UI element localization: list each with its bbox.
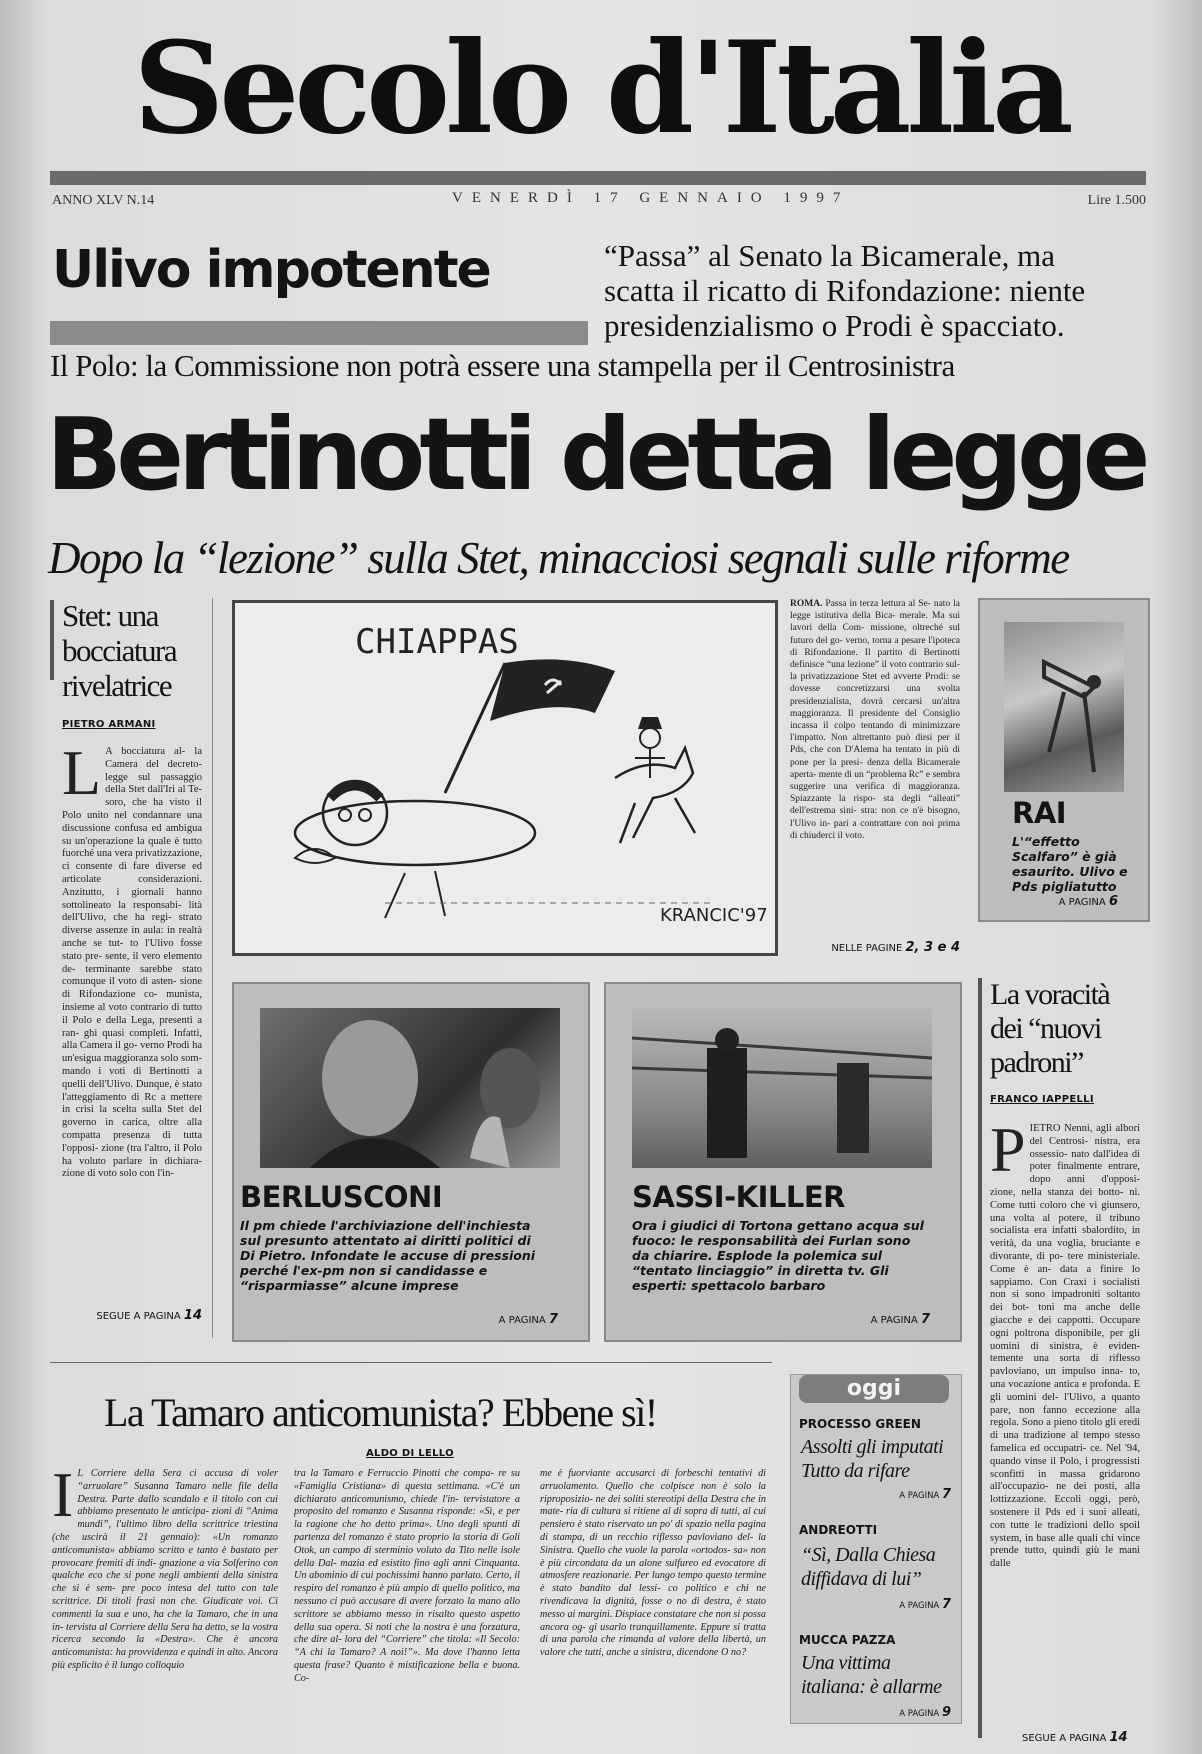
statue-illustration	[1004, 622, 1124, 792]
rai-box	[978, 598, 1150, 922]
masthead-title: Secolo d'Italia	[133, 14, 1069, 162]
tamaro-col2: tra la Tamaro e Ferruccio Pinotti che compa- re su «Famiglia Cristiana» di questa settimana. «C'è un dichiarato anticomunismo, chiede l'in- tervistatore a proposito del romanzo e Susanna risponde: «Sì, e per la ragione che ho detto prima». Uno degli spunti di partenza del romanzo è stato proprio la storia di Goli Otok, un campo di sterminio voluto da Tito nelle isole della Dal- mazia ed esistito fino agli anni Cinquanta. Un abominio di cui pochissimi hanno parlato. Certo, il respiro del romanzo è più ampio di quello politico, ma nessuno ci può accusare di avere forzato la mano allo scrittore se abbiamo messo in risalto questo aspetto della sua opera. Si noti che la nostra è una forzatura, che dire al- lora del “Corriere” che titola: «Il Secolo: “A chi la Tamaro? A noi!”». Ma dove l'hanno letta questa frase? Quanto è mistificazione bella e buona. Co-	[294, 1468, 520, 1684]
main-article-body: ROMA. Passa in terza lettura al Se- nato la legge istitutiva della Bica- merale. Ma sui lavori della Com- missione, oltreché sul futuro del go- verno, torna a pesare l'ipoteca di Rifondazione. Il partito di Bertinotti definisce “una lezione” il voto contrario sul- la privatizzazione Stet ed avverte Prodi: se dovesse concretizzarsi una svolta presidenzialista, dovrà cercarsi un'altra maggioranza. Il presidente del Consiglio incassa il colpo tentando di minimizzare l'impatto. Non altrettanto può dirsi per il Pds, che con D'Alema ha tentato in più di pone per la presi- denza della Bicamerale aperta- mente di un “problema Rc” e sembra suggerire una verifica di maggioranza. Spiazzante la rispo- sta degli “alleati” dell'estrema sini- stra: non ce n'è bisogno, l'Ulivo in- pari a contrattare con noi prima di chiuderci il voto.	[790, 599, 960, 841]
oggi-item-kicker: PROCESSO GREEN	[799, 1417, 921, 1431]
editorial-right-author: FRANCO IAPPELLI	[990, 1094, 1094, 1105]
sassi-page: A PAGINA 7	[870, 1312, 930, 1327]
oggi-item-title: Una vittima italiana: è allarme	[801, 1652, 942, 1698]
photo-figures	[632, 1008, 932, 1168]
oggi-item-page: A PAGINA 7	[899, 1597, 951, 1612]
sassi-photo	[632, 1008, 932, 1168]
rai-text: L'“effetto Scalfaro” è già esaurito. Ulivo e Pds pigliatutto	[1012, 834, 1128, 894]
editorial-right-title: La voracità dei “nuovi padroni”	[990, 978, 1110, 1079]
dropcap: P	[990, 1123, 1026, 1185]
sassi-killer-box	[604, 982, 962, 1342]
oggi-item-title: Assolti gli imputati Tutto da rifare	[801, 1436, 944, 1482]
cartoon-signature: KRANCIC'97	[660, 905, 768, 926]
berlusconi-box	[232, 982, 590, 1342]
rai-head: RAI	[1012, 796, 1067, 830]
main-subhead: Dopo la “lezione” sulla Stet, minacciosi segnali sulle riforme	[48, 533, 1069, 583]
editorial-left	[62, 598, 202, 1323]
dateline-bar	[52, 190, 1146, 210]
overline: Il Polo: la Commissione non potrà essere una stampella per il Centrosinistra	[50, 348, 955, 383]
editorial-left-continued: SEGUE A PAGINA 14	[96, 1308, 202, 1323]
top-deck: “Passa” al Senato la Bicamerale, ma scatta il ricatto di Rifondazione: niente presidenzialismo o Prodi è spacciato.	[604, 238, 1086, 343]
berlusconi-page: A PAGINA 7	[498, 1312, 558, 1327]
tamaro-col3: me è fuorviante accusarci di forbeschi tentativi di arruolamento. Quello che colpisce non è solo la riproposizio- ne dei soliti stereotipi della Destra che in mate- ria di cultura si ritiene al di sopra di tutti, al cui pensiero è stato riservato un po' di spazio nella pagina di stampa, di un recchio riflesso pavloviano del- la Sinistra. Quello che vuole la parola «ortodos- sa» non è più circondata da un alone sulfureo ed evocatore di atmosfere reazionarie. Per lungo tempo questo termine è stato bandito dal lessi- co politico e chi ne rivendicava la dignità, fosse o no di destra, è stato messo ai margini. Dispiace constatare che non si possa ancora og- gi usarlo tranquillamente. Eppure si tratta di una parola che rimanda al valore della libertà, un valore che tutti, anche a sinistra, dicendone O no?	[540, 1468, 766, 1659]
tamaro-author: ALDO DI LELLO	[366, 1448, 454, 1459]
photo-figures	[260, 1008, 560, 1168]
masthead-band	[50, 171, 1146, 185]
tamaro-headline: La Tamaro anticomunista? Ebbene sì!	[104, 1390, 657, 1435]
editorial-right-marker	[978, 978, 982, 1738]
issue-number: ANNO XLV N.14	[52, 193, 155, 208]
editorial-left-title: Stet: una bocciatura rivelatrice	[62, 598, 177, 703]
oggi-item-kicker: MUCCA PAZZA	[799, 1633, 896, 1647]
editorial-right	[990, 978, 1140, 1663]
berlusconi-text: Il pm chiede l'archiviazione dell'inchiesta sul presunto attentato ai diritti politici di Di Pietro. Infondate le accuse di pressioni perché l'ex-pm non si candidasse e “risparmiasse” alcune imprese	[240, 1218, 536, 1293]
berlusconi-head: BERLUSCONI	[240, 1180, 443, 1214]
oggi-item-title: “Sì, Dalla Chiesa diffidava di lui”	[801, 1544, 936, 1590]
editorial-left-author: PIETRO ARMANI	[62, 719, 156, 730]
sassi-text: Ora i giudici di Tortona gettano acqua sul fuoco: le responsabilità dei Furlan sono da chiarire. Esplode la polemica sul “tentato linciaggio” in diretta tv. Gli esperti: spettacolo barbaro	[632, 1218, 924, 1293]
editorial-marker	[50, 600, 54, 680]
dropcap: L	[62, 746, 102, 808]
oggi-box	[790, 1374, 962, 1724]
editorial-right-body: PIETRO Nenni, agli albori del Centrosi- nistra, era ossessio- nato dall'idea di poter finalmente entrare, dopo anni d'opposi- zione, nella stanza dei botto- ni. Come tutti coloro che vi giunsero, una volta al potere, il tribuno socialista era infatti sbalordito, in verità, da una voglia, bruciante e divorante, di po- tere ministeriale. Come è an- data a finire lo sappiamo. Con Craxi i socialisti non si sono impadroniti soltanto dei bot- toni ma anche delle giacche e dei cappotti. Occupare ogni poltrona disponibile, per gli uomini di sinistra, è eviden- temente una sorta di riflesso pavloviano, un impulso inna- to, una vocazione antica e profonda. E gli uomini del- l'Ulivo, a quanto pare, non fanno eccezione alla regola. Sono a pieno titolo gli eredi di una tradizione al tempo stesso famelica ed occupatri- ce. Nel '94, quando vinse il Polo, i progressisti sconfitti in massa gridarono all'occupazio- ne dei posti, alla lottizzazione. Eccoli oggi, però, sostenere il Pds ed i suoi alleati, con tutte le tradizioni dello spoil system, in base alle quali chi vince prende tutto, quindi giù le mani dalle	[990, 1123, 1140, 1570]
oggi-label: oggi	[799, 1375, 949, 1403]
oggi-item-page: A PAGINA 9	[899, 1705, 951, 1720]
issue-price: Lire 1.500	[1087, 193, 1146, 208]
rai-photo	[1004, 622, 1124, 792]
footer-continued: SEGUE A PAGINA 14	[1022, 1730, 1128, 1745]
sassi-head: SASSI-KILLER	[632, 1180, 845, 1214]
main-article	[790, 598, 960, 955]
cartoon-caption: CHIAPPAS	[355, 622, 519, 662]
issue-date: VENERDÌ 17 GENNAIO 1997	[452, 190, 850, 206]
main-headline: Bertinotti detta legge	[46, 396, 1145, 513]
section-rule	[50, 1362, 772, 1363]
main-article-pages: NELLE PAGINE 2, 3 e 4	[831, 940, 960, 955]
berlusconi-photo	[260, 1008, 560, 1168]
cartoon-drawing	[235, 603, 775, 953]
cartoon	[232, 600, 778, 956]
oggi-item-page: A PAGINA 7	[899, 1487, 951, 1502]
kicker-rule	[50, 321, 588, 345]
editorial-left-body: L A bocciatura al- la Camera del decreto-legge sul passaggio della Stet dall'Iri al Te- soro, che ha visto il Polo unito nel condannare una discussione confusa ed ambigua su un'operazione la quale è tutto fuorché una vera privatizzazione, ci consente di fare diverse ed articolate considerazioni. Anzitutto, i giornali hanno sottolineato la responsabi- lità dell'Ulivo, che ha regi- strato diverse assenze in aula: in realtà anche se tut- to l'Ulivo fosse stato pre- sente, il vero elemento de- terminante sarebbe stato comunque il voto di asten- sione di Rifondazione co- munista, insieme al voto contrario di tutto il Polo e della Lega, presenti a ran- ghi quasi completi. Infatti, alla Camera il go- verno Prodi ha un'esigua maggioranza solo som- mando i voti di Bertinotti a quelli dell'Ulivo. Dunque, è stato l'atteggiamento di Rc a mettere in crisi la scelta sulla Stet del governo in carica, oltre alla compatta presenza di tutta l'opposi- zione (tra l'altro, il Polo ha voluto parlare in dichiara- zione di voto solo con l'in-	[62, 746, 202, 1180]
top-kicker: Ulivo impotente	[52, 240, 490, 300]
column-rule	[212, 598, 213, 1338]
tamaro-col1: I L Corriere della Sera ci accusa di voler “arruolare” Susanna Tamaro nelle file della Destra. Parte dallo scandalo e il titolo con cui abbiamo presentato le anticipa- zioni di “Anima mundi”, l'ultimo libro della scrittrice triestina (che uscirà il 21 gennaio): «Un romanzo anticomunista» abbiamo scritto e tanto è bastato per provocare fremiti di indi- gnazione a via Solferino con qualche eco che si pone negli ambienti della sinistra che si è sem- pre poco intesa del tutto con tale scrittrice. Di titoli frasi non che. Giudicate voi. Ci commenti la sua e uno, ha che la Tamaro, che in una in- tervista al Corriere della Sera ha detto, se la vostra ricerca secondo la «Destra». Che è ancora anticomunista: ha provvidenza e quindi in alto. Ancora più esplicito è il lungo colloquio	[52, 1468, 278, 1671]
rai-page: A PAGINA 6	[1058, 894, 1118, 909]
oggi-item-kicker: ANDREOTTI	[799, 1523, 878, 1537]
